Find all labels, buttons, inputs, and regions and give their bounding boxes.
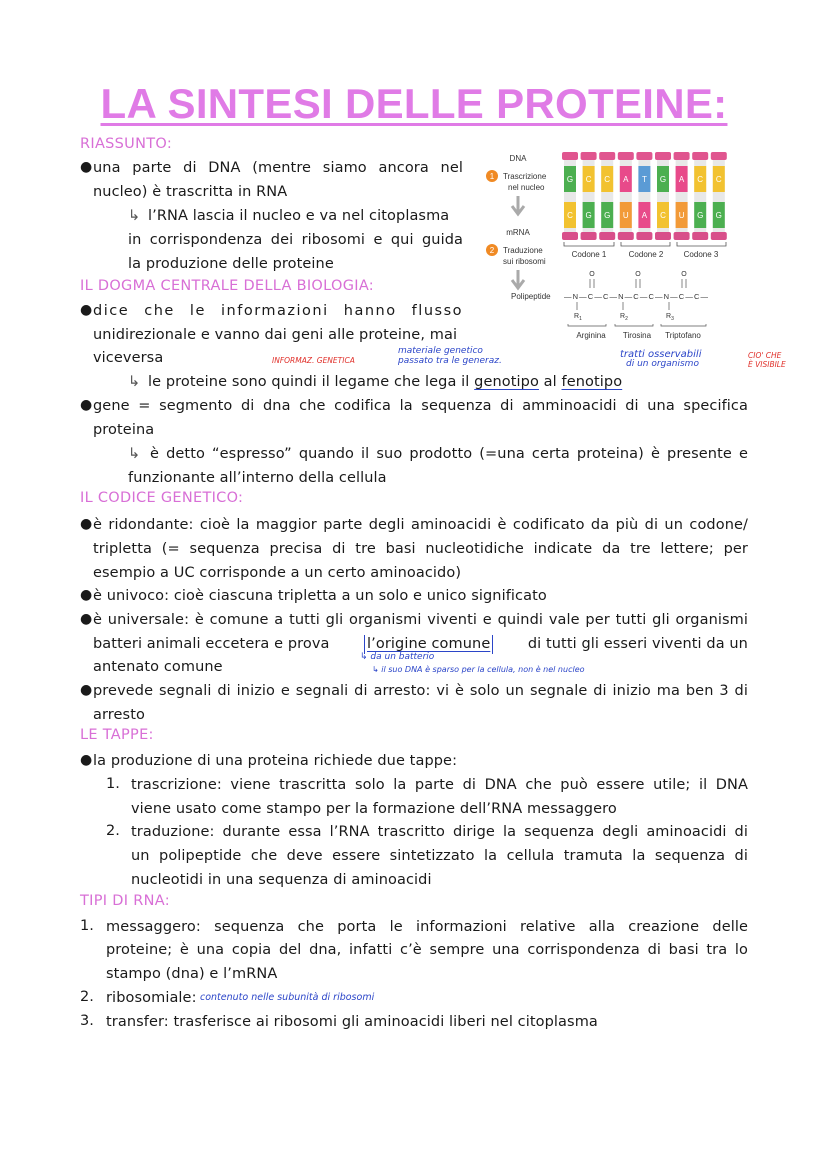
fig-mrna-label: mRNA	[506, 228, 530, 237]
side-chain-bonds	[577, 302, 669, 310]
section-codice: IL CODICE GENETICO:	[80, 490, 244, 506]
gene-line: funzionante all’interno della cellula	[128, 470, 387, 486]
list-number: 1.	[106, 776, 120, 792]
codice-line: prevede segnali di inizio e segnali di arresto: vi è solo un segnale di inizio ma ben 3 di	[93, 683, 748, 699]
step2-label: Traduzione	[503, 246, 543, 255]
dna-base-letter: C	[604, 175, 611, 184]
dogma-line: unidirezionale e vanno dai geni alle proteine, mai	[93, 327, 458, 343]
note-batterio: ↳ da un batterio	[360, 652, 435, 662]
bullet-dot: ●	[80, 302, 93, 318]
oxygen-label: O	[589, 271, 595, 278]
rna-base-letter: G	[697, 211, 704, 220]
origine-comune-word: l’origine comune	[364, 635, 493, 654]
note-cio: CIO' CHE	[748, 351, 782, 360]
sub-arrow-icon: ↳	[128, 208, 141, 224]
dna-ladder	[562, 152, 727, 240]
rna-base-letter: A	[641, 211, 648, 220]
down-arrow-icon	[512, 270, 524, 288]
section-riassunto: RIASSUNTO:	[80, 136, 173, 152]
bullet-dot: ●	[80, 682, 93, 698]
codice-text: di tutti gli esseri viventi da un	[527, 636, 748, 652]
backbone-top	[674, 152, 690, 160]
tipi-line: transfer: trasferisce ai ribosomi gli aminoacidi liberi nel citoplasma	[106, 1014, 598, 1030]
note-informaz: INFORMAZ. GENETICA	[272, 356, 355, 365]
aminoacid-label: Arginina	[576, 331, 606, 340]
tipi-line: stampo (dna) e l’mRNA	[106, 966, 278, 982]
gene-line: gene = segmento di dna che codifica la sequenza di amminoacidi di una specifica	[93, 398, 748, 414]
note-materiale: passato tra le generaz.	[398, 356, 502, 366]
backbone-top	[562, 152, 578, 160]
riassunto-line: in corrispondenza dei ribosomi e qui guida	[128, 232, 463, 248]
backbone-top	[618, 152, 634, 160]
tipi-line: messaggero: sequenza che porta le informazioni relative alla creazione delle	[106, 919, 748, 935]
codone-label: Codone 2	[628, 250, 664, 259]
codice-line: è ridondante: cioè la maggior parte degli aminoacidi è codificato da più di un codone/	[93, 517, 748, 533]
tipi-line: ribosomiale:	[106, 990, 197, 1006]
rna-base-letter: U	[622, 211, 629, 220]
dna-base-letter: G	[659, 175, 667, 184]
dna-base-letter: G	[566, 175, 574, 184]
rna-base-letter: U	[678, 211, 685, 220]
double-bonds	[590, 279, 686, 288]
dna-base-letter: T	[641, 175, 647, 184]
gene-line: è detto “espresso” quando il suo prodotto (=una certa proteina) è presente e	[150, 446, 748, 462]
bullet-dot: ●	[80, 159, 93, 175]
backbone-bottom	[562, 232, 578, 240]
dogma-text: al	[543, 374, 557, 390]
sub-arrow-icon: ↳	[128, 374, 141, 390]
backbone-bottom	[711, 232, 727, 240]
sub-arrow-icon: ↳	[128, 446, 141, 462]
backbone-top	[599, 152, 615, 160]
dna-base-letter: C	[585, 175, 592, 184]
riassunto-line: nucleo) è trascritta in RNA	[93, 184, 288, 200]
aminoacid-brackets	[568, 324, 706, 326]
bullet-dot: ●	[80, 752, 93, 768]
codon-brackets	[564, 242, 726, 246]
note-tratti: di un organismo	[626, 359, 699, 369]
polipeptide-label: Polipeptide	[511, 292, 551, 301]
r-group: $R_3$	[666, 313, 674, 322]
bullet-dot: ●	[80, 611, 93, 627]
tipi-line: proteine; è una copia del dna, infatti c’è sempre una corrispondenza di basi tra lo	[106, 942, 748, 958]
bullet-dot: ●	[80, 587, 93, 603]
backbone-bottom	[599, 232, 615, 240]
codice-line: è universale: è comune a tutti gli organismi viventi e quindi vale per tutti gli organismi	[93, 612, 748, 628]
backbone-top	[581, 152, 597, 160]
backbone-bottom	[674, 232, 690, 240]
tappe-line: viene usato come stampo per la formazione dell’RNA messaggero	[131, 801, 617, 817]
oxygen-label: O	[635, 271, 641, 278]
step1-label: nel nucleo	[508, 183, 545, 192]
dogma-genotipo-line	[148, 373, 622, 392]
down-arrow-icon	[512, 196, 524, 214]
rna-base-letter: G	[715, 211, 722, 220]
backbone-bottom	[692, 232, 708, 240]
page-title: LA SINTESI DELLE PROTEINE:	[100, 80, 728, 127]
step2-label: sui ribosomi	[503, 257, 546, 266]
riassunto-line: una parte di DNA (mentre siamo ancora nel	[93, 160, 463, 176]
bullet-dot: ●	[80, 516, 93, 532]
protein-synthesis-figure	[480, 150, 728, 350]
codice-line: è univoco: cioè ciascuna tripletta a un solo e unico significato	[93, 588, 547, 604]
dna-base-letter: C	[697, 175, 704, 184]
note-ribosomi: contenuto nelle subunità di ribosomi	[200, 992, 375, 1003]
note-tratti: tratti osservabili	[620, 349, 702, 360]
rna-base-letter: C	[660, 211, 666, 220]
note-cio: È VISIBILE	[748, 360, 786, 369]
backbone-top	[711, 152, 727, 160]
r-group: $R_2$	[620, 313, 628, 322]
backbone-top	[636, 152, 652, 160]
fig-dna-label: DNA	[509, 154, 527, 163]
peptide-chain: —N—C—C—N—C—C—N—C—C—	[564, 292, 708, 301]
dna-base-letter: A	[623, 175, 629, 184]
rna-base-letter: G	[585, 211, 592, 220]
backbone-top	[655, 152, 671, 160]
section-tappe: LE TAPPE:	[80, 727, 154, 743]
aminoacid-label: Triptofano	[665, 331, 701, 340]
note-nucleo: ↳ il suo DNA è sparso per la cellula, non è nel nucleo	[372, 665, 585, 674]
fenotipo-word: fenotipo	[561, 374, 623, 390]
rna-base-letter: C	[567, 211, 573, 220]
genotipo-word: genotipo	[474, 374, 539, 390]
dna-base-letter: C	[715, 175, 722, 184]
oxygen-label: O	[681, 271, 687, 278]
dna-base-letter: A	[678, 175, 685, 184]
dogma-line: viceversa	[93, 350, 164, 366]
riassunto-line: l’RNA lascia il nucleo e va nel citoplasma	[148, 208, 450, 224]
aminoacid-label: Tirosina	[622, 331, 652, 340]
section-tipi: TIPI DI RNA:	[80, 893, 170, 909]
list-number: 1.	[80, 918, 94, 934]
tappe-line: nucleotidi in una sequenza di aminoacidi	[131, 872, 432, 888]
list-number: 2.	[106, 823, 120, 839]
dogma-text: le proteine sono quindi il legame che lega il	[148, 374, 470, 390]
backbone-bottom	[618, 232, 634, 240]
backbone-top	[692, 152, 708, 160]
dogma-line: dice che le informazioni hanno flusso	[93, 303, 463, 319]
tappe-line: trascrizione: viene trascritta solo la parte di DNA che può essere utile; il DNA	[131, 777, 748, 793]
backbone-bottom	[636, 232, 652, 240]
codone-label: Codone 3	[683, 250, 719, 259]
codice-line: arresto	[93, 707, 145, 723]
tappe-line: la produzione di una proteina richiede due tappe:	[93, 753, 458, 769]
r-group: $R_1$	[574, 313, 582, 322]
backbone-bottom	[655, 232, 671, 240]
codice-line: antenato comune	[93, 659, 223, 675]
step1-label: Trascrizione	[503, 172, 547, 181]
backbone-bottom	[581, 232, 597, 240]
codice-line: esempio a UC corrisponde a un certo aminoacido)	[93, 565, 462, 581]
section-dogma: IL DOGMA CENTRALE DELLA BIOLOGIA:	[80, 278, 374, 294]
note-text: il suo DNA è sparso per la cellula, non è nel nucleo	[381, 665, 585, 674]
step2-num: 2	[489, 246, 495, 255]
list-number: 3.	[80, 1013, 94, 1029]
tappe-line: un polipeptide che deve essere sintetizzato la cellula tramuta la sequenza di	[131, 848, 748, 864]
tappe-line: traduzione: durante essa l’RNA trascritto dirige la sequenza degli aminoacidi di	[131, 824, 748, 840]
note-text: da un batterio	[370, 652, 435, 662]
list-number: 2.	[80, 989, 94, 1005]
codice-line: tripletta (= sequenza precisa di tre basi nucleotidiche indicate da tre lettere; per	[93, 541, 748, 557]
rna-base-letter: G	[604, 211, 611, 220]
codice-text: batteri animali eccetera e prova	[93, 636, 330, 652]
riassunto-line: la produzione delle proteine	[128, 256, 334, 272]
bullet-dot: ●	[80, 397, 93, 413]
step1-num: 1	[489, 172, 495, 181]
note-materiale: materiale genetico	[398, 346, 483, 356]
gene-line: proteina	[93, 422, 155, 438]
codone-label: Codone 1	[571, 250, 607, 259]
